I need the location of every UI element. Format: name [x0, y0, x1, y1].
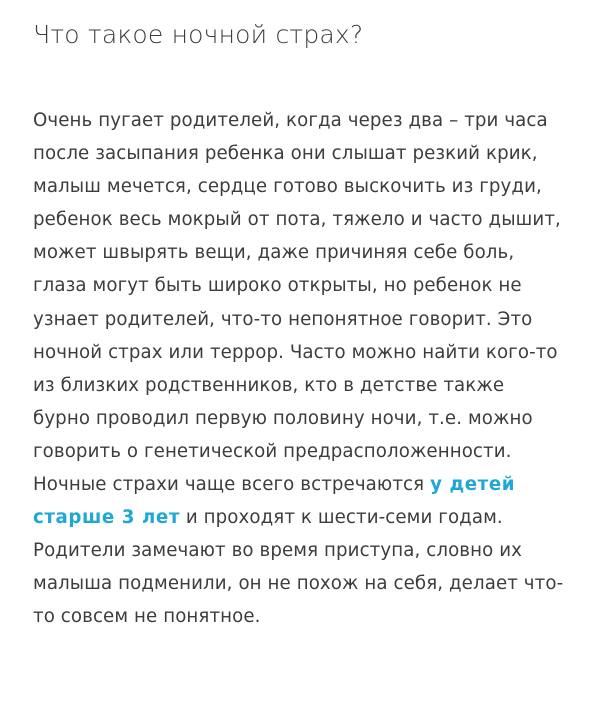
paragraph-text-before-link: Очень пугает родителей, когда через два – три часа после засыпания ребенка они слышат резкий крик, малыш мечется, сердце готово выскочить из груди, ребенок весь мокрый от пота, тяжело и часто дышит, может швырять вещи, даже причиняя себе боль, глаза могут быть широко открыты, но ребенок не узнает родителей, что-то непонятное говорит. Это ночной страх или террор. Часто можно найти кого-то из близких родственников, кто в детстве также бурно проводил первую половину ночи, т.е. можно говорить о генетической предрасположенности. Ночные страхи чаще всего встречаются — [33, 110, 561, 496]
article-title: Что такое ночной страх? — [33, 20, 364, 49]
article-paragraph — [33, 104, 567, 634]
paragraph-text-after-link: и проходят к шести-семи годам. Родители замечают во время приступа, словно их малыша подменили, он не похож на себя, делает что-то совсем не понятное. — [33, 507, 564, 628]
age-link[interactable]: у детей старше 3 лет — [33, 474, 516, 529]
